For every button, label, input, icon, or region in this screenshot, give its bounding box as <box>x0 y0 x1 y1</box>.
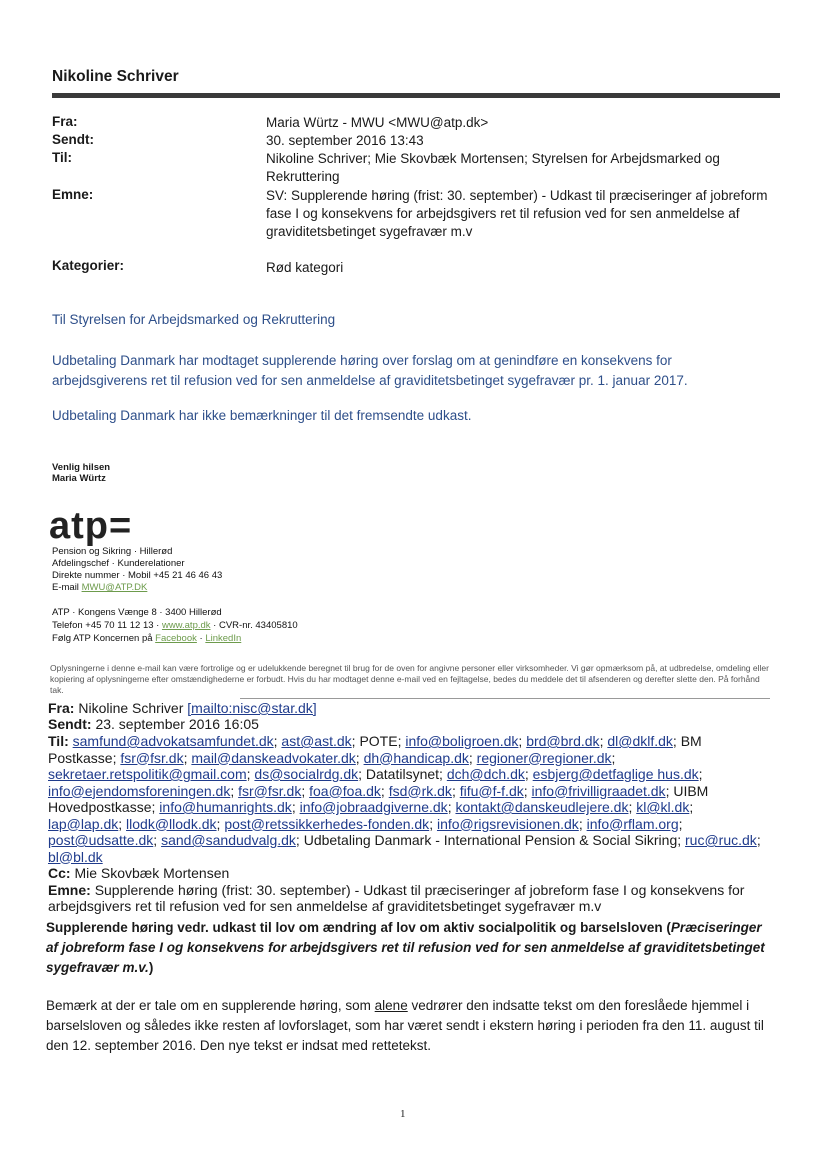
recipient[interactable]: esbjerg@detfaglige hus.dk <box>532 766 699 782</box>
fwd-sent-value: 23. september 2016 16:05 <box>95 716 259 732</box>
para-b: vedrører den indsatte tekst om den foreslåede hjemmel i barselsloven og således ikke resten af lovforslaget, som har været sendt i ekstern høring i perioden fra den 11. august til den 12. september 2016. Den nye tekst er indsat med rettetekst. <box>46 998 764 1053</box>
forward-separator <box>240 698 770 699</box>
recipient[interactable]: post@retssikkerhedes-fonden.dk <box>224 815 430 832</box>
fwd-from-label: Fra: <box>48 700 75 716</box>
para-a: Bemærk at der er tale om en supplerende høring, som <box>46 998 371 1013</box>
signature-closing: Venlig hilsen <box>52 462 111 473</box>
header-categories-label: Kategorier: <box>52 258 125 273</box>
recipient[interactable]: regioner@regioner.dk <box>476 749 612 766</box>
recipient[interactable]: llodk@llodk.dk <box>126 815 217 832</box>
fwd-from-mail-link[interactable]: [mailto:nisc@star.dk] <box>187 700 317 716</box>
recipient: UIBM Hovedpostkasse <box>48 782 709 815</box>
heading-close: ) <box>148 960 154 975</box>
header-sent-label: Sendt: <box>52 132 94 147</box>
greeting: Til Styrelsen for Arbejdsmarked og Rekruttering <box>52 312 336 327</box>
follow-prefix: Følg ATP Koncernen på <box>52 633 153 644</box>
sender-name: Nikoline Schriver <box>52 68 179 85</box>
recipient[interactable]: info@jobraadgiverne.dk <box>299 799 448 815</box>
note-paragraph <box>46 996 771 1056</box>
header-to-value: Nikoline Schriver; Mie Skovbæk Mortensen; Styrelsen for Arbejdsmarked og Rekruttering <box>266 151 720 184</box>
signature-org: Pension og Sikring · Hillerød <box>52 546 173 557</box>
fwd-subject-value: Supplerende høring (frist: 30. september) - Udkast til præciseringer af jobreform fase I og konsekvens for arbejdsgivers ret til refusion ved for sen anmeldelse af graviditetsbetinget sygefravær m.v <box>48 881 745 914</box>
email-label: E-mail <box>52 582 79 593</box>
signature-dept: Afdelingschef · Kunderelationer <box>52 558 185 569</box>
header-subject-label: Emne: <box>52 187 94 202</box>
header-subject-value: SV: Supplerende høring (frist: 30. september) - Udkast til præciseringer af jobreform fase I og konsekvens for arbejdsgivers ret til refusion ved for sen anmeldelse af graviditetsbetinget sygefravær m.v <box>266 188 768 239</box>
fwd-sent <box>48 716 768 733</box>
recipient[interactable]: dl@dklf.dk <box>607 733 673 749</box>
recipient[interactable]: sand@sandudvalg.dk <box>161 832 296 848</box>
recipient[interactable]: info@rigsrevisionen.dk <box>436 815 579 832</box>
separator-dot: · <box>199 633 203 644</box>
page-number: 1 <box>400 1108 406 1120</box>
fwd-from <box>48 700 768 717</box>
fwd-from-name: Nikoline Schriver <box>78 700 184 716</box>
recipient[interactable]: kontakt@danskeudlejere.dk <box>455 799 629 815</box>
recipient[interactable]: post@udsatte.dk <box>48 832 154 848</box>
recipient[interactable]: sekretaer.retspolitik@gmail.com <box>48 766 247 782</box>
recipient[interactable]: fifu@f-f.dk <box>459 782 524 799</box>
recipient[interactable]: ds@socialrdg.dk <box>254 766 359 782</box>
header-from-value: Maria Würtz - MWU <MWU@atp.dk> <box>266 115 489 130</box>
signature-follow-line <box>52 633 241 645</box>
recipient: BM Postkasse <box>48 733 702 766</box>
signature-email-link[interactable]: MWU@ATP.DK <box>81 582 148 593</box>
heading-italic: Præciseringer af jobreform fase I og konsekvens for arbejdsgivers ret til refusion ved for sen anmeldelse af graviditetsbetinget sygefravær m.v. <box>46 920 765 975</box>
header-to-label: Til: <box>52 150 72 165</box>
body-paragraph-2: Udbetaling Danmark har ikke bemærkninger til det fremsendte udkast. <box>52 408 472 423</box>
recipient[interactable]: info@frivilligraadet.dk <box>531 782 666 799</box>
header-rule <box>52 93 780 98</box>
signature-address: ATP · Kongens Vænge 8 · 3400 Hillerød <box>52 607 222 618</box>
header-sent-value: 30. september 2016 13:43 <box>266 133 424 148</box>
section-heading <box>46 918 771 978</box>
signature-phone: Direkte nummer · Mobil +45 21 46 46 43 <box>52 570 223 581</box>
recipient[interactable]: info@boligroen.dk <box>405 733 519 749</box>
recipient[interactable]: info@rflam.org <box>586 815 679 832</box>
linkedin-link[interactable]: LinkedIn <box>205 633 242 644</box>
fwd-sent-label: Sendt: <box>48 716 92 732</box>
recipient: Udbetaling Danmark - International Pension & Social Sikring <box>303 832 678 848</box>
recipient[interactable]: mail@danskeadvokater.dk <box>191 749 356 766</box>
website-link[interactable]: www.atp.dk <box>161 620 211 631</box>
signature-email-line <box>52 582 147 594</box>
recipient[interactable]: brd@brd.dk <box>526 733 600 749</box>
tel-prefix: Telefon +45 70 11 12 13 · <box>52 620 160 631</box>
para-underlined: alene <box>374 998 408 1013</box>
heading-plain: Supplerende høring vedr. udkast til lov om ændring af lov om aktiv socialpolitik og barselsloven ( <box>46 920 671 935</box>
body-paragraph-1: Udbetaling Danmark har modtaget supplerende høring over forslag om at genindføre en konsekvens for arbejdsgiverens ret til refusion ved for sen anmeldelse af graviditetsbetinget sygefravær pr. 1. januar 2017. <box>52 353 688 388</box>
recipient[interactable]: foa@foa.dk <box>309 782 381 799</box>
header-from-label: Fra: <box>52 114 78 129</box>
recipient[interactable]: ast@ast.dk <box>281 733 352 749</box>
recipient[interactable]: fsr@fsr.dk <box>238 782 302 799</box>
recipient[interactable]: info@humanrights.dk <box>159 799 292 815</box>
header-categories-value: Rød kategori <box>266 260 344 275</box>
disclaimer: Oplysningerne i denne e-mail kan være fortrolige og er udelukkende beregnet til brug for de oven for angivne personer eller virksomheder. Vi gør opmærksom på, at udbredelse, omdeling eller kopiering af oplysningerne efter omstændighederne er forbudt. Hvis du har modtaget denne e-mail ved en fejltagelse, bedes du meddele det til afsenderen og derefter slette den. På forhånd tak. <box>50 663 769 695</box>
recipient: Datatilsynet <box>365 766 440 782</box>
recipient[interactable]: bl@bl.dk <box>48 848 103 865</box>
recipient[interactable]: ruc@ruc.dk <box>685 832 757 848</box>
atp-logo: atp= <box>49 505 133 547</box>
recipient[interactable]: fsd@rk.dk <box>388 782 452 799</box>
fwd-cc-label: Cc: <box>48 865 71 881</box>
signature-name: Maria Würtz <box>52 473 106 484</box>
recipient[interactable]: samfund@advokatsamfundet.dk <box>72 733 274 749</box>
recipient[interactable]: dh@handicap.dk <box>363 749 469 766</box>
recipient[interactable]: lap@lap.dk <box>48 815 119 832</box>
fwd-to-label: Til: <box>48 733 69 749</box>
fwd-subject-label: Emne: <box>48 881 91 898</box>
recipient[interactable]: kl@kl.dk <box>636 799 690 815</box>
recipient[interactable]: dch@dch.dk <box>446 766 525 782</box>
recipient[interactable]: fsr@fsr.dk <box>120 749 184 766</box>
recipient[interactable]: info@ejendomsforeningen.dk <box>48 782 231 799</box>
fwd-to <box>48 733 768 915</box>
signature-tel-line <box>52 620 298 632</box>
facebook-link[interactable]: Facebook <box>155 633 197 644</box>
fwd-cc-value: Mie Skovbæk Mortensen <box>74 865 230 881</box>
recipient-list: samfund@advokatsamfundet.dk; ast@ast.dk; POTE; info@boligroen.dk; brd@brd.dk; dl@dklf.dk; BM Postkasse; fsr@fsr.dk; mail@danskeadvokater.dk; dh@handicap.dk; regioner@regioner.dk; sekretaer.retspolitik@gmail.com; ds@socialrdg.dk; Datatilsynet; dch@dch.dk; esbjerg@detfaglige hus.dk; info@ejendomsforeningen.dk; fsr@fsr.dk; foa@foa.dk; fsd@rk.dk; fifu@f-f.dk; info@frivilligraadet.dk; UIBM Hovedpostkasse; info@humanrights.dk; info@jobraadgiverne.dk; kontakt@danskeudlejere.dk; kl@kl.dk; lap@lap.dk; llodk@llodk.dk; post@retssikkerhedes-fonden.dk; info@rigsrevisionen.dk; info@rflam.org; post@udsatte.dk; sand@sandudvalg.dk; Udbetaling Danmark - International Pension & Social Sikring; ruc@ruc.dk; bl@bl.dk <box>48 733 761 865</box>
cvr: · CVR-nr. 43405810 <box>213 620 298 631</box>
recipient: POTE <box>359 733 398 749</box>
